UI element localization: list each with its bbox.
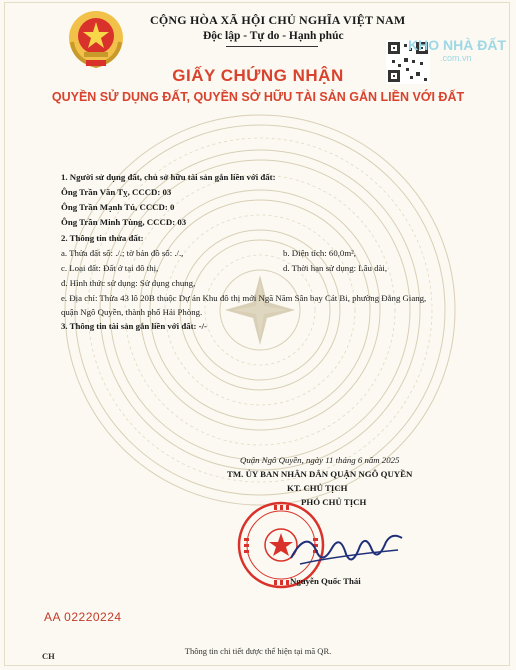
- owner-2: Ông Trần Mạnh Tú, CCCD: 0: [61, 202, 175, 212]
- certificate-title: GIẤY CHỨNG NHẬN: [172, 66, 344, 85]
- issuing-authority: TM. ỦY BAN NHÂN DÂN QUẬN NGÔ QUYỀN: [227, 469, 413, 479]
- handwritten-signature: [286, 520, 406, 580]
- qr-footer-note: Thông tin chi tiết được thể hiện tại mã QR.: [184, 646, 332, 656]
- national-motto: Độc lập - Tự do - Hạnh phúc: [203, 30, 344, 42]
- signer-name: Nguyễn Quốc Thái: [290, 576, 361, 586]
- watermark-brand: KHO NHÀ ĐẤT: [408, 37, 506, 53]
- kt-chairman: KT. CHỦ TỊCH: [287, 483, 348, 493]
- vice-chairman-title: PHÓ CHỦ TỊCH: [301, 497, 367, 507]
- national-emblem: [64, 8, 128, 72]
- owner-3: Ông Trần Minh Tùng, CCCD: 03: [61, 217, 187, 227]
- issue-date: Quận Ngô Quyền, ngày 11 tháng 6 năm 2025: [240, 455, 400, 465]
- section3-heading: 3. Thông tin tài sản gắn liền với đất: -/-: [61, 321, 207, 331]
- nation-name: CỘNG HÒA XÃ HỘI CHỦ NGHĨA VIỆT NAM: [150, 13, 406, 27]
- land-type: c. Loại đất: Đất ở tại đô thị,: [61, 263, 159, 273]
- watermark-domain: .com.vn: [440, 53, 472, 63]
- section2-heading: 2. Thông tin thửa đất:: [61, 233, 144, 243]
- usage-form: đ. Hình thức sử dụng: Sử dụng chung,: [61, 278, 196, 288]
- parcel-area: b. Diện tích: 60,0m²,: [283, 248, 357, 258]
- address-line-2: quận Ngô Quyền, thành phố Hải Phòng.: [61, 307, 203, 317]
- address-line-1: e. Địa chỉ: Thửa 43 lô 20B thuộc Dự án Khu đô thị mới Ngã Năm Sân bay Cát Bi, phường Đằng Giang,: [61, 293, 427, 303]
- usage-term: d. Thời hạn sử dụng: Lâu dài,: [283, 263, 388, 273]
- motto-underline: [226, 46, 318, 47]
- corner-code: CH: [42, 651, 55, 661]
- parcel-number: a. Thửa đất số: ./.; tờ bản đồ số: ./.,: [61, 248, 184, 258]
- certificate-serial: AA 02220224: [44, 610, 122, 624]
- owner-1: Ông Trần Văn Tỵ, CCCD: 03: [61, 187, 172, 197]
- certificate-subtitle: QUYỀN SỬ DỤNG ĐẤT, QUYỀN SỞ HỮU TÀI SẢN GẮN LIỀN VỚI ĐẤT: [51, 90, 465, 104]
- section1-heading: 1. Người sử dụng đất, chủ sở hữu tài sản gắn liền với đất:: [61, 172, 276, 182]
